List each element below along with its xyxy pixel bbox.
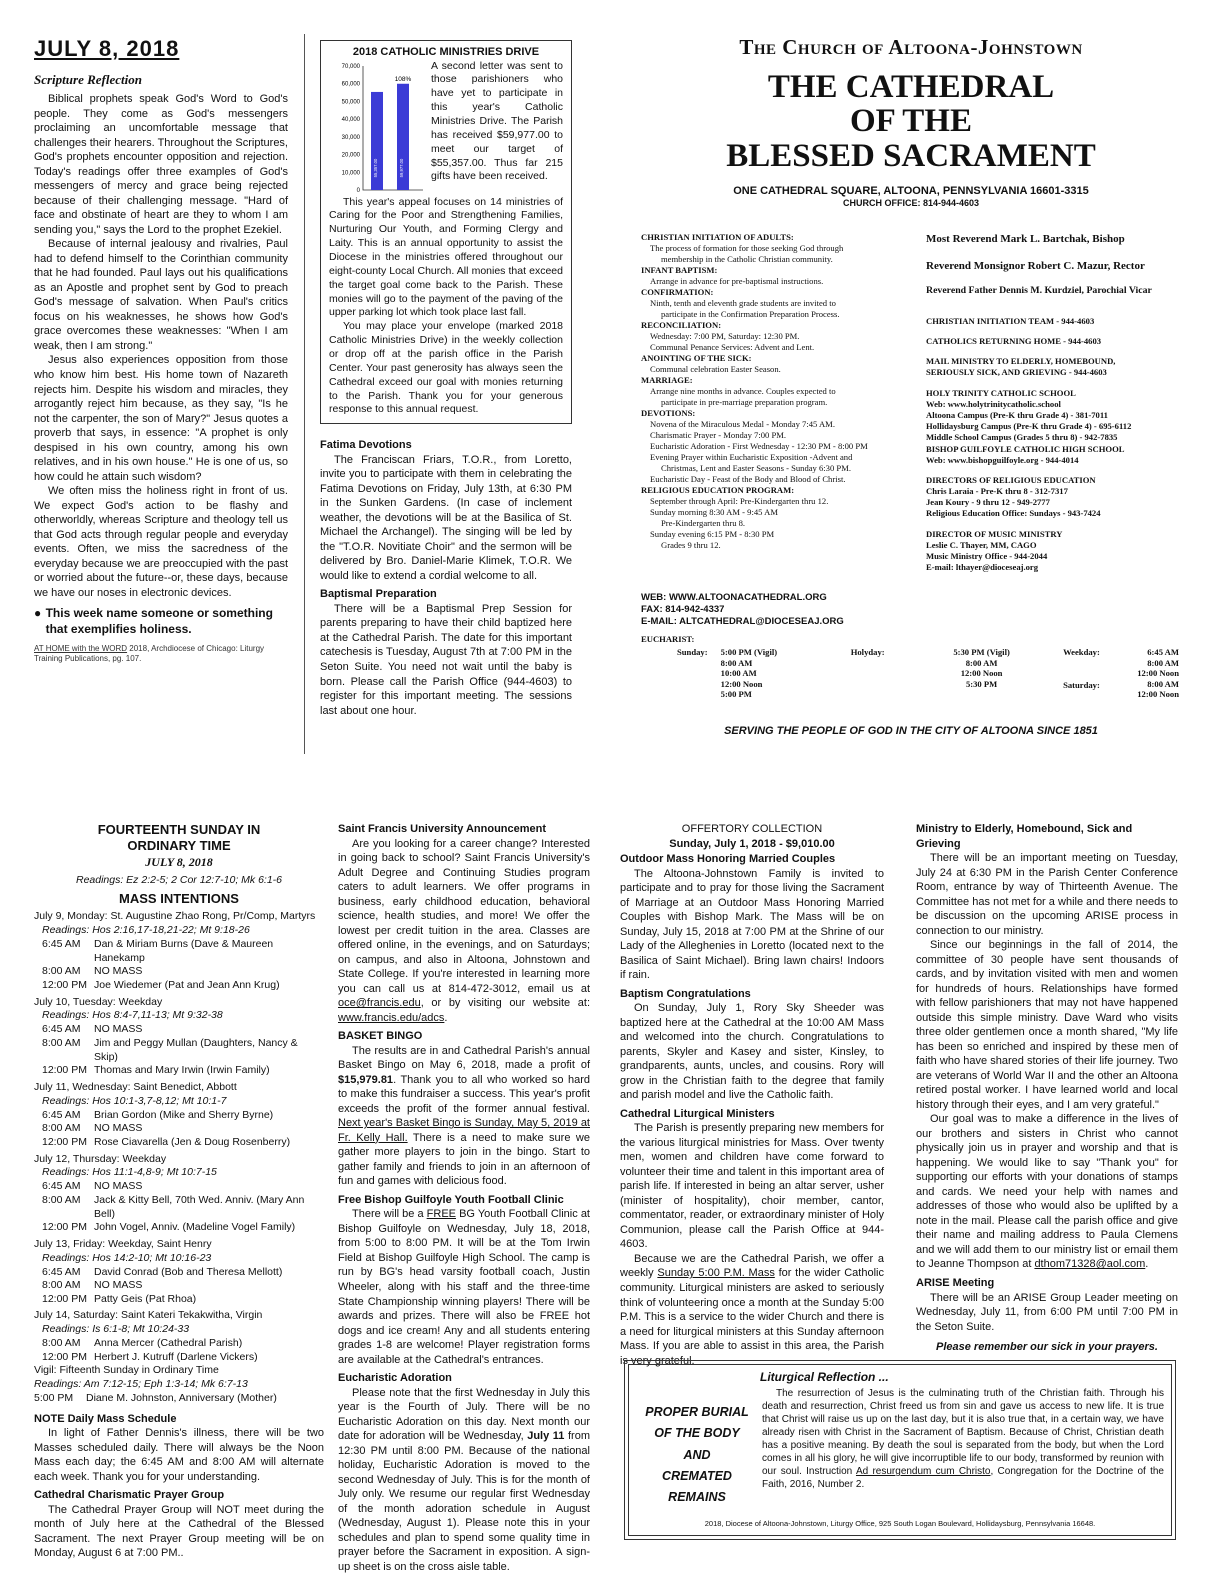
intention-name: John Vogel, Anniv. (Madeline Vogel Family) <box>94 1221 296 1234</box>
sfu-text-a: Are you looking for a career change? Interested in going back to school? Saint Francis University's Adult Degree and Continuing Studies program caters to adult learners. We offer programs in business, early childhood education, behavioral science, health studies, and more! We offer the lowest per credit tuition in the area. Classes are offered online, in the evenings, and on Saturdays; on campus, and also in Altoona, Johnstown and State College. If you're interested in learning more you can call us at 814-472-3012, email us at <box>338 837 590 995</box>
topic-line: PROPER BURIAL <box>645 1405 749 1419</box>
bingo-amount: $15,979.81 <box>338 1073 394 1086</box>
lr-text-a: The resurrection of Jesus is the culminating truth of the Christian faith. Through his death and resurrection, Christ freed us from sin and gave us access to new life. It is true that Christ will raise us up on the last day, but it is also true that, in a certain way, we have already risen with Christ in the Sacrament of Baptism. Because of Christ, Christian death has a positive meaning. By death the soul is separated from the body, but when the Lord comes in all his glory, he will give incorruptible life to our body, transformed by reunion with our soul. Instruction <box>762 1388 1164 1477</box>
mass-intentions-list <box>34 910 324 1364</box>
intention-row <box>34 1136 324 1150</box>
directory-line: Eucharistic Adoration - First Wednesday - 12:30 PM - 8:00 PM <box>650 441 868 451</box>
intention-time: 6:45 AM <box>42 1265 81 1278</box>
football-text-a: There will be a <box>352 1208 427 1221</box>
directory-line: RECONCILIATION: <box>641 320 722 330</box>
mass-time: 12:00 Noon <box>1137 668 1179 679</box>
y-tick-label: 20,000 <box>341 152 360 159</box>
citation <box>34 644 288 665</box>
intention-name: Dan & Miriam Burns (Dave & Maureen Hanekamp <box>94 938 274 964</box>
directory-line: DEVOTIONS: <box>641 408 696 418</box>
scripture-paragraph: We often miss the holiness right in front of us. We expect God's action to be flashy and otherworldly, whereas Scripture and theology tell us that God acts through regular people and everyday events. Often, we miss the sacredness of the everyday because we are preoccupied with the past or worried about the future--or, these days, because we have our noses in electronic devices. <box>34 485 288 599</box>
directory-line: Wednesday: 7:00 PM, Saturday: 12:30 PM. <box>650 331 800 341</box>
ministry-elderly-heading: Ministry to Elderly, Homebound, Sick and Grieving <box>916 823 1133 850</box>
mass-time: 8:00 AM <box>1147 657 1179 668</box>
directory-line: Religious Education Office: Sundays - 943-7424 <box>926 508 1101 519</box>
outdoor-mass-heading: Outdoor Mass Honoring Married Couples <box>620 853 836 866</box>
mass-time: 5:00 PM (Vigil) <box>720 647 778 658</box>
directory-line: Leslie C. Thayer, MM, CAGO <box>926 539 1037 550</box>
intention-time: 12:00 PM <box>42 1292 87 1305</box>
directory-gap <box>926 520 1188 529</box>
football-free: FREE <box>426 1208 456 1221</box>
directory-line: HOLY TRINITY CATHOLIC SCHOOL <box>926 387 1076 398</box>
directory-line: Web: www.bishopguilfoyle.org - 944-4014 <box>926 454 1079 465</box>
scripture-paragraph: Biblical prophets speak God's Word to God's people. They come as God's messengers proclaiming an uncomfortable message that challenges their hearers. Throughout the Scriptures, God's prophets encounter opposition and rejection. Today's readings offer three examples of God's messengers of mercy and grace being rejected because of their challenging message. "Hard of face and obstinate of heart are they to whom I am sending you," says the Lord to the prophet Ezekiel. <box>34 93 288 236</box>
intention-time: 6:45 AM <box>42 1108 81 1121</box>
intention-name: NO MASS <box>94 965 143 978</box>
mass-time: 12:00 Noon <box>960 668 1003 679</box>
sfu-email-link[interactable]: oce@francis.edu <box>338 997 421 1010</box>
topic-line: OF THE BODY <box>654 1426 740 1441</box>
clergy-vicar: Reverend Father Dennis M. Kurdziel, Parochial Vicar <box>926 285 1152 297</box>
bingo-heading: BASKET BINGO <box>338 1030 423 1043</box>
sunday-title <box>34 822 324 855</box>
lm-mass-time: Sunday 5:00 P.M. Mass <box>657 1267 775 1280</box>
contact-block <box>641 592 923 628</box>
adoration-heading: Eucharistic Adoration <box>338 1372 452 1385</box>
ministry-elderly-text: Since our beginnings in the fall of 2014, the committee of 30 people have sent thousands of cards, and by invitation visited with men and women for hundreds of hours. Relationships have formed with fellow parishioners that may not have happened outside this simple ministry. Dave Ward who visits three older gentlemen once a month shared, "My life has been so enriched and inspired by these men of faith who have shared stories of their life journey. Two are veterans of World War II and the other an Altoona retired postal worker. I have learned world and local history through their eyes, and I am very grateful." <box>916 939 1178 1111</box>
bingo-text-c: There is a need to make sure we gather more players to join in the bingo. Start to gather family and friends to join in an afternoon of fun and games with delicious food. <box>338 1131 590 1188</box>
intention-row <box>34 1221 324 1235</box>
church-name: The Church of Altoona-Johnstown <box>739 35 1083 59</box>
sunday-title-line: ORDINARY TIME <box>127 838 231 854</box>
bulletin-date: JULY 8, 2018 <box>34 36 180 61</box>
bingo-text-a: The results are in and Cathedral Parish's annual Basket Bingo on May 6, 2018, made a profit of <box>338 1044 590 1072</box>
cathedral-header <box>634 34 1188 210</box>
directory-line: DIRECTOR OF MUSIC MINISTRY <box>926 528 1063 539</box>
intention-day: July 12, Thursday: Weekday <box>34 1152 167 1165</box>
scripture-column <box>34 34 288 665</box>
directory-line: Charismatic Prayer - Monday 7:00 PM. <box>650 430 787 440</box>
holyday-label: Holyday: <box>850 647 885 658</box>
mass-time: 6:45 AM <box>1147 647 1179 658</box>
adoration-date: July 11 <box>527 1430 565 1443</box>
topic-line: CREMATED <box>662 1468 732 1483</box>
intention-time: 8:00 AM <box>42 1122 81 1135</box>
intention-time: 8:00 AM <box>42 1337 81 1350</box>
note-daily-text: In light of Father Dennis's illness, there will be two Masses scheduled daily. There will always be the Noon Mass each day; the 6:45 AM and 8:00 AM will alternate each week. Thank you for your understanding. <box>34 1427 324 1483</box>
directory-line: Arrange nine months in advance. Couples expected to <box>650 386 836 396</box>
parish-news-column <box>620 822 884 1368</box>
bingo-text <box>338 1044 590 1189</box>
directory-line: CHRISTIAN INITIATION OF ADULTS: <box>641 232 794 242</box>
directory-line: participate in the Confirmation Preparation Process. <box>661 309 840 319</box>
me-text-a: Our goal was to make a difference in the lives of our brothers and sisters in Christ who cannot physically join us in prayer and worship and that is happening. We would like to say "Thank you" for supporting our efforts with your donations of stamps and cards. We need your help with names and addresses of those who would also be uplifted by a note in the mail. Please call the parish office and give their name and mailing address to Paula Clemens and we will add them to our ministry list or email them to Jeanne Thompson at <box>916 1113 1178 1271</box>
directory-line: Chris Laraia - Pre-K thru 8 - 312-7317 <box>926 486 1068 497</box>
directory-line: Web: www.holytrinitycatholic.school <box>926 398 1061 409</box>
y-tick-label: 0 <box>356 187 360 194</box>
me-text-c: . <box>1145 1258 1149 1271</box>
directory-gap <box>926 347 1188 356</box>
intention-time: 8:00 AM <box>42 1193 81 1206</box>
note-daily-heading: NOTE Daily Mass Schedule <box>34 1412 177 1425</box>
y-tick-label: 40,000 <box>341 116 360 123</box>
reflection-bullet: ● This week name someone or something that exemplifies holiness. <box>34 606 288 638</box>
intention-name: Patty Geis (Pat Rhoa) <box>94 1292 197 1305</box>
drive-title: 2018 CATHOLIC MINISTRIES DRIVE <box>352 46 540 58</box>
adoration-text-a: Please note that the first Wednesday in July this year is the Fourth of July. There will be no Eucharistic Adoration on this day. Next month our date for adoration will be Wednesday, <box>338 1386 590 1443</box>
lr-document: Ad resurgendum cum Christo <box>855 1466 991 1477</box>
intention-time: 12:00 PM <box>42 978 87 991</box>
intention-day: July 9, Monday: St. Augustine Zhao Rong, Pr/Comp, Martyrs <box>34 910 316 923</box>
topic-line: AND <box>683 1447 711 1462</box>
drive-bar-chart <box>329 60 427 196</box>
percent-annotation: 108% <box>394 75 412 83</box>
sunday-readings: Readings: Ez 2:2-5; 2 Cor 12:7-10; Mk 6:1-6 <box>75 874 283 887</box>
mass-time: 10:00 AM <box>720 668 757 679</box>
directory-line: The process of formation for those seeking God through <box>650 243 844 253</box>
bingo-text-b: . Thank you to all who worked so hard to make this fundraiser a success. This year's profit exceeds the profit of the former annual festival. <box>338 1073 590 1115</box>
sunday-title-line: FOURTEENTH SUNDAY IN <box>97 822 261 837</box>
y-tick-label: 10,000 <box>341 169 360 176</box>
baptismal-heading: Baptismal Preparation <box>320 588 437 601</box>
scripture-paragraph: Because of internal jealousy and rivalries, Paul had to defend himself to the Corinthian community that he had founded. Paul lays out his qualifications as an Apostle and prophet sent by God to preach God's message of salvation. When Paul's critics focus on his weaknesses, he shows how God's grace overcomes these weaknesses: "When I am weak, then I am strong." <box>34 238 288 352</box>
sfu-web-link[interactable]: www.francis.edu/adcs <box>338 1011 445 1024</box>
directory-line: CONFIRMATION: <box>641 287 714 297</box>
baptism-congrats-text: On Sunday, July 1, Rory Sky Sheeder was baptized here at the Cathedral at the 10:00 AM Mass and welcomed into the church. Congratulations to parents, Skyler and Kasey and sister, Kinsley, to grandparents, aunts, uncles, and cousins. Rory will grow in the Christian faith to the degree that family and parish model and live the Catholic faith. <box>620 1002 884 1102</box>
intention-time: 12:00 PM <box>42 1221 87 1234</box>
clergy-bishop: Most Reverend Mark L. Bartchak, Bishop <box>926 233 1125 245</box>
charismatic-text: The Cathedral Prayer Group will NOT meet during the month of July here at the Cathedral of the Blessed Sacrament. The next Prayer Group meeting will be on Monday, August 6 at 7:00 PM.. <box>34 1503 324 1560</box>
directory-line: Eucharistic Day - Feast of the Body and Blood of Christ. <box>650 474 846 484</box>
intention-row <box>34 1037 324 1064</box>
cathedral-title-line: OF THE <box>850 103 972 140</box>
scripture-reflection-heading: Scripture Reflection <box>34 72 142 88</box>
mass-time: 5:30 PM (Vigil) <box>953 647 1010 658</box>
directory-gap <box>926 466 1188 475</box>
sfu-text-b: , or by visiting our website at: <box>420 997 590 1010</box>
scripture-paragraph: Jesus also experiences opposition from those who know him best. His home town of Nazareth rejects him. Despite his wisdom and miracles, they arrogantly reject him because, as they say, "Is he not the carpenter, the son of Mary?" Jesus quotes a proverb that says, in essence: "A prophet is only despised in his own country, among his own relatives, and in his own house." He is one of us, so how could he attain such wisdom? <box>34 354 288 483</box>
intention-row <box>34 1064 324 1078</box>
intention-day: July 14, Saturday: Saint Kateri Tekakwitha, Virgin <box>34 1309 263 1322</box>
adoration-text <box>338 1386 590 1575</box>
intention-name: Brian Gordon (Mike and Sherry Byrne) <box>94 1108 274 1121</box>
announcements-column <box>338 822 590 1574</box>
y-tick-label: 30,000 <box>341 134 360 141</box>
reflection-bullet-text: This week name someone or something that exemplifies holiness. <box>45 606 273 637</box>
intention-name: Thomas and Mary Irwin (Irwin Family) <box>94 1064 270 1077</box>
intention-time: 6:45 AM <box>42 938 81 951</box>
lm-text-b: for the wider Catholic community. Liturgical ministers are asked to seriously think of volunteering once a month at the Sunday 5:00 P.M. This is a service to the wider Church and there is a need for liturgical ministers at this Sunday afternoon Mass. If you are able to assist in this area, the Parish is very grateful. <box>620 1267 884 1367</box>
arise-text: There will be an ARISE Group Leader meeting on Wednesday, July 11, from 6:00 PM until 7:00 PM in the Seton Suite. <box>916 1291 1178 1333</box>
baptismal-text: There will be a Baptismal Prep Session for parents preparing to have their child baptized here at the Cathedral Parish. The date for this important catechesis is Tuesday, August 7th at 7:00 PM in the Seton Suite. You need not wait until the baby is born. Please call the Parish Office (944-4603) to register for this important meeting. The sessions last about one hour. <box>320 602 572 717</box>
directory-line: SERIOUSLY SICK, AND GRIEVING - 944-4603 <box>926 367 1107 378</box>
cathedral-title <box>634 70 1188 174</box>
baptism-congrats-heading: Baptism Congratulations <box>620 987 751 1000</box>
holyday-times <box>902 647 1061 699</box>
eucharist-table <box>641 647 1181 699</box>
intention-time: 6:45 AM <box>42 1180 81 1193</box>
intention-row <box>34 938 324 965</box>
intention-name: NO MASS <box>94 1023 143 1036</box>
intention-row <box>34 1351 324 1365</box>
saturday-label-text: Saturday: <box>1063 679 1100 690</box>
intention-time: 5:00 PM <box>34 1392 74 1405</box>
weekday-times <box>1118 647 1181 699</box>
website-link[interactable]: WEB: WWW.ALTOONACATHEDRAL.ORG <box>641 592 827 603</box>
topic-line: REMAINS <box>668 1490 726 1504</box>
intention-readings: Readings: Is 6:1-8; Mt 10:24-33 <box>42 1323 190 1336</box>
intention-name: Jack & Kitty Bell, 70th Wed. Anniv. (Mary Ann Bell) <box>94 1193 305 1220</box>
bar-value-label: 55,357.00 <box>373 158 378 177</box>
fatima-text: The Franciscan Friars, T.O.R., from Loretto, invite you to participate with them in celebrating the Fatima Devotions on Friday, July 13th, at 6:30 PM in the Sunken Gardens. (In case of inclement weather, the devotions will be at the Basilica of St. Michael the Archangel). The singing will be led by the "T.O.R. Novitiate Choir" and the sermon will be delivered by Bro. Daniel-Marie Klimek, T.O.R. We would like to extend a cordial welcome to all. <box>320 453 572 582</box>
directory-line: Grades 9 thru 12. <box>661 540 721 550</box>
drive-paragraph: This year's appeal focuses on 14 ministries of Caring for the Poor and Strengthening Families, Nurturing Our Youth, and Forming Clergy and Laity. This is an annual opportunity to assist the Diocese in the ministries offered throughout our eight-county Local Church. All monies that exceed the target goal come back to the Parish. These monies will go to the payment of the paving of the upper parking lot which took place last fall. <box>329 195 563 319</box>
cathedral-title-line: THE CATHEDRAL <box>767 68 1055 105</box>
directory-line: Hollidaysburg Campus (Pre-K thru Grade 4) - 695-6112 <box>926 421 1132 432</box>
intention-row <box>34 1180 324 1194</box>
adoration-text-b: from 12:30 PM until 8:00 PM. Because of the national holiday, Eucharistic Adoration is moved to the second Wednesday of July. This is for the month of July only. We resume our regular first Wednesday of the month adoration schedule in August (Wednesday, August 1). Please note this in your schedules and plan to spend some quality time in prayer before the Sacrament in exposition. A sign-up sheet is on the cross aisle table. <box>338 1430 590 1573</box>
intention-time: 6:45 AM <box>42 1023 81 1036</box>
directory-line: RELIGIOUS EDUCATION PROGRAM: <box>641 485 795 495</box>
mass-time: 8:00 AM <box>1147 678 1179 689</box>
directory-line: Communal Penance Services: Advent and Lent. <box>650 342 815 352</box>
address: ONE CATHEDRAL SQUARE, ALTOONA, PENNSYLVANIA 16601-3315 <box>733 184 1089 197</box>
ministries-drive-box <box>320 40 572 424</box>
drive-paragraph: You may place your envelope (marked 2018 Catholic Ministries Drive) in the weekly collection or drop off at the parish office in the Parish Center. Your past generosity has always seen the Cathedral exceed our goal with monies returning to the Parish. Thank you for your generous response to this annual request. <box>329 320 563 416</box>
liturgical-ministers-text-2 <box>620 1252 884 1368</box>
directory-line: CATHOLICS RETURNING HOME - 944-4603 <box>926 336 1102 347</box>
intention-day: July 10, Tuesday: Weekday <box>34 995 163 1008</box>
directory-line: MAIL MINISTRY TO ELDERLY, HOMEBOUND, <box>926 356 1116 367</box>
intention-time: 12:00 PM <box>42 1064 87 1077</box>
intention-day: July 13, Friday: Weekday, Saint Henry <box>34 1237 212 1250</box>
directory-line: participate in pre-marriage preparation program. <box>661 397 828 407</box>
arise-heading: ARISE Meeting <box>916 1276 995 1289</box>
intention-row <box>34 1337 324 1351</box>
mass-time: 5:30 PM <box>965 678 998 689</box>
directory-line: September through April: Pre-Kindergarten thru 12. <box>650 496 829 506</box>
offertory-title: OFFERTORY COLLECTION <box>681 823 823 835</box>
lr-text-b: , Congregation for the Doctrine of the Faith, 2016, Number 2. <box>762 1466 1164 1490</box>
intention-row <box>34 965 324 979</box>
intention-row <box>34 1266 324 1280</box>
football-text <box>338 1207 590 1367</box>
football-heading: Free Bishop Guilfoyle Youth Football Clinic <box>338 1193 564 1206</box>
fax-number: FAX: 814-942-4337 <box>641 603 725 615</box>
mass-time: 5:00 PM <box>720 689 752 700</box>
directory-line: membership in the Catholic Christian community. <box>661 254 833 264</box>
liturgical-ministers-text: The Parish is presently preparing new members for the various liturgical ministries for Mass. Over twenty men, women and children have come forward to volunteer their time and talent in this important area of parish life. If interested in being an altar server, usher (minister of hospitality), choir member, cantor, commentator, reader, or extraordinary minister of Holy Communion, please call the Parish Office at 944-4603. <box>620 1122 884 1251</box>
y-tick-label: 60,000 <box>341 81 360 88</box>
intention-readings: Readings: Hos 14:2-10; Mt 10:16-23 <box>42 1251 212 1264</box>
serving-text: SERVING THE PEOPLE OF GOD IN THE CITY OF ALTOONA SINCE 1851 <box>724 725 1098 737</box>
weekday-label <box>1061 647 1118 699</box>
intention-time: 8:00 AM <box>42 965 81 978</box>
directory-line: Evening Prayer within Eucharistic Exposition -Advent and <box>650 452 853 462</box>
intention-time: 8:00 AM <box>42 1036 81 1049</box>
column-divider <box>304 34 305 754</box>
directory-line: ANOINTING OF THE SICK: <box>641 353 752 363</box>
citation-rest: 2018, Archdiocese of Chicago: Liturgy Training Publications, pg. 107. <box>34 643 265 664</box>
directory-line: Sunday morning 8:30 AM - 9:45 AM <box>650 507 778 517</box>
football-text-b: BG Youth Football Clinic at Bishop Guilfoyle on Wednesday, July 18, 2018, from 5:00 to 8:00 PM. It will be at the Tom Irwin Field at Bishop Guilfoyle High School. The camp is run by BG's head varsity football coach, Justin Wheeler, along with his staff and the three-time State Championship winning players! There will be awards and prizes. There will also be FREE hot dogs and ice cream! Any and all students entering grades 1-8 are welcome! Player registration forms are available at the Cathedral's entrances. <box>338 1208 590 1366</box>
outdoor-mass-text: The Altoona-Johnstown Family is invited to participate and to pray for those living the Sacrament of Marriage at an Outdoor Mass Honoring Married Couples with Bishop Mark. The Mass will be on Sunday, July 15, 2018 at 7:00 PM at the Shrine of our Lady of the Alleghenies in Loretto (located next to the Basilica of Saint Michael). Bring lawn chairs! Indoors if rain. <box>620 867 884 982</box>
directory-line: Pre-Kindergarten thru 8. <box>661 518 746 528</box>
intention-name: Anna Mercer (Cathedral Parish) <box>94 1337 243 1350</box>
clergy-list <box>926 232 1188 573</box>
lm-text-a: Because we are the Cathedral Parish, we offer a weekly <box>620 1252 884 1280</box>
sunday-date: JULY 8, 2018 <box>145 854 213 869</box>
vigil-readings: Readings: Am 7:12-15; Eph 1:3-14; Mk 6:7-13 <box>34 1378 248 1391</box>
directory-line: Middle School Campus (Grades 5 thru 8) - 942-7835 <box>926 432 1118 443</box>
directory-line: BISHOP GUILFOYLE CATHOLIC HIGH SCHOOL <box>926 443 1125 454</box>
sick-prayer-note: Please remember our sick in your prayers. <box>936 1341 1158 1354</box>
mass-time: 12:00 Noon <box>720 678 763 689</box>
mass-time: 8:00 AM <box>965 657 998 668</box>
intention-name: Rose Ciavarella (Jen & Doug Rosenberry) <box>94 1135 291 1148</box>
directory-line: CHRISTIAN INITIATION TEAM - 944-4603 <box>926 315 1095 326</box>
liturgical-reflection-footer: 2018, Diocese of Altoona-Johnstown, Liturgy Office, 925 South Logan Boulevard, Hollidaysburg, Pennsylvania 16648. <box>704 1519 1096 1528</box>
intention-row <box>34 1109 324 1123</box>
liturgical-reflection-topic <box>636 1402 758 1508</box>
me-email-link[interactable]: dthom71328@aol.com <box>1034 1258 1146 1271</box>
intention-name: NO MASS <box>94 1180 143 1193</box>
directory-line: E-mail: lthayer@dioceseaj.org <box>926 562 1039 573</box>
intention-row <box>34 1392 324 1406</box>
eucharist-label: EUCHARIST: <box>641 634 695 644</box>
y-tick-label: 70,000 <box>341 63 360 70</box>
mass-intentions-title: MASS INTENTIONS <box>119 891 239 907</box>
serving-banner <box>634 724 1188 739</box>
mass-intentions-column <box>34 822 324 1561</box>
directory-line: Novena of the Miraculous Medal - Monday 7:45 AM. <box>650 419 835 429</box>
fatima-heading: Fatima Devotions <box>320 439 412 452</box>
intention-row <box>34 1194 324 1221</box>
intention-readings: Readings: Hos 2:16,17-18,21-22; Mt 9:18-26 <box>42 924 250 937</box>
intention-row <box>34 1293 324 1307</box>
ministry-elderly-text-3 <box>916 1112 1178 1272</box>
liturgical-reflection-text <box>762 1387 1164 1491</box>
directory-line: INFANT BAPTISM: <box>641 265 718 275</box>
directory-line: Ninth, tenth and eleventh grade students are invited to <box>650 298 836 308</box>
intention-time: 8:00 AM <box>42 1279 81 1292</box>
sacraments-directory <box>641 232 923 551</box>
sfu-text <box>338 837 590 1026</box>
intention-row <box>34 979 324 993</box>
cathedral-title-line: BLESSED SACRAMENT <box>726 138 1096 174</box>
charismatic-heading: Cathedral Charismatic Prayer Group <box>34 1489 225 1502</box>
sfu-heading: Saint Francis University Announcement <box>338 823 547 835</box>
bingo-next-date: Next year's Basket Bingo is Sunday, May 5, 2019 at Fr. Kelly Hall. <box>338 1117 590 1144</box>
directory-line: Christmas, Lent and Easter Seasons - Sunday 6:30 PM. <box>661 463 851 473</box>
ministry-column <box>916 822 1178 1355</box>
clergy-rector: Reverend Monsignor Robert C. Mazur, Rector <box>926 259 1145 272</box>
intention-readings: Readings: Hos 11:1-4,8-9; Mt 10:7-15 <box>42 1166 217 1179</box>
intention-name: David Conrad (Bob and Theresa Mellott) <box>94 1265 283 1278</box>
y-tick-label: 50,000 <box>341 98 360 105</box>
liturgical-ministers-heading: Cathedral Liturgical Ministers <box>620 1107 775 1120</box>
intention-row <box>34 1279 324 1293</box>
directory-line: Communal celebration Easter Season. <box>650 364 781 374</box>
vigil-line: Vigil: Fifteenth Sunday in Ordinary Time <box>34 1364 219 1377</box>
intention-readings: Readings: Hos 8:4-7,11-13; Mt 9:32-38 <box>42 1009 223 1022</box>
drive-column <box>320 40 572 718</box>
offertory-amount: Sunday, July 1, 2018 - $9,010.00 <box>669 837 835 850</box>
intention-name: NO MASS <box>94 1122 143 1135</box>
intention-time: 12:00 PM <box>42 1350 87 1363</box>
mass-time: 8:00 AM <box>720 657 753 668</box>
sunday-times <box>719 647 849 699</box>
directory-gap <box>926 379 1188 388</box>
church-office-phone: CHURCH OFFICE: 814-944-4603 <box>842 198 980 209</box>
eucharist-schedule <box>641 634 1181 700</box>
intention-row <box>34 1122 324 1136</box>
intention-name: Jim and Peggy Mullan (Daughters, Nancy & Skip) <box>94 1036 298 1063</box>
mass-time: 12:00 Noon <box>1137 689 1179 700</box>
directory-line: Music Ministry Office - 944-2044 <box>926 550 1048 561</box>
directory-line: Altoona Campus (Pre-K thru Grade 4) - 381-7011 <box>926 409 1108 420</box>
sunday-label: Sunday: <box>677 647 708 658</box>
ministry-elderly-text: There will be an important meeting on Tuesday, July 24 at 6:30 PM in the Parish Center Conference Room, entrance by way of Thirteenth Avenue. The Committee has not met for a while and there needs to be discussion on the upcoming ARISE process in connection to our ministry. <box>916 852 1178 937</box>
directory-line: DIRECTORS OF RELIGIOUS EDUCATION <box>926 474 1096 485</box>
directory-line: Jean Koury - 9 thru 12 - 949-2777 <box>926 497 1050 508</box>
intention-day: July 11, Wednesday: Saint Benedict, Abbott <box>34 1080 237 1093</box>
email-link[interactable]: E-MAIL: ALTCATHEDRAL@DIOCESEAJ.ORG <box>641 615 844 627</box>
intention-readings: Readings: Hos 10:1-3,7-8,12; Mt 10:1-7 <box>42 1094 227 1107</box>
citation-link[interactable]: AT HOME with the WORD <box>34 643 128 653</box>
liturgical-reflection-title: Liturgical Reflection ... <box>760 1370 889 1384</box>
intention-time: 12:00 PM <box>42 1135 87 1148</box>
ministry-directory <box>926 316 1188 573</box>
intention-name: NO MASS <box>94 1279 143 1292</box>
directory-line: Arrange in advance for pre-baptismal instructions. <box>650 276 824 286</box>
directory-line: MARRIAGE: <box>641 375 693 385</box>
intention-row <box>34 1023 324 1037</box>
sfu-text-c: . <box>444 1011 448 1024</box>
weekday-label-text: Weekday: <box>1063 647 1100 658</box>
drive-paragraph: A second letter was sent to those parishioners who have yet to participate in this year's Catholic Ministries Drive. The Parish has received $59,977.00 to meet our target of $55,357.00. Thus far 215 gifts have been received. <box>431 59 563 183</box>
intention-name: Herbert J. Kutruff (Darlene Vickers) <box>94 1350 258 1363</box>
bar-value-label: 59,977.00 <box>399 158 404 177</box>
intention-name: Joe Wiedemer (Pat and Jean Ann Krug) <box>94 978 280 991</box>
directory-gap <box>926 327 1188 336</box>
intention-name: Diane M. Johnston, Anniversary (Mother) <box>86 1392 277 1405</box>
directory-line: Sunday evening 6:15 PM - 8:30 PM <box>650 529 775 539</box>
